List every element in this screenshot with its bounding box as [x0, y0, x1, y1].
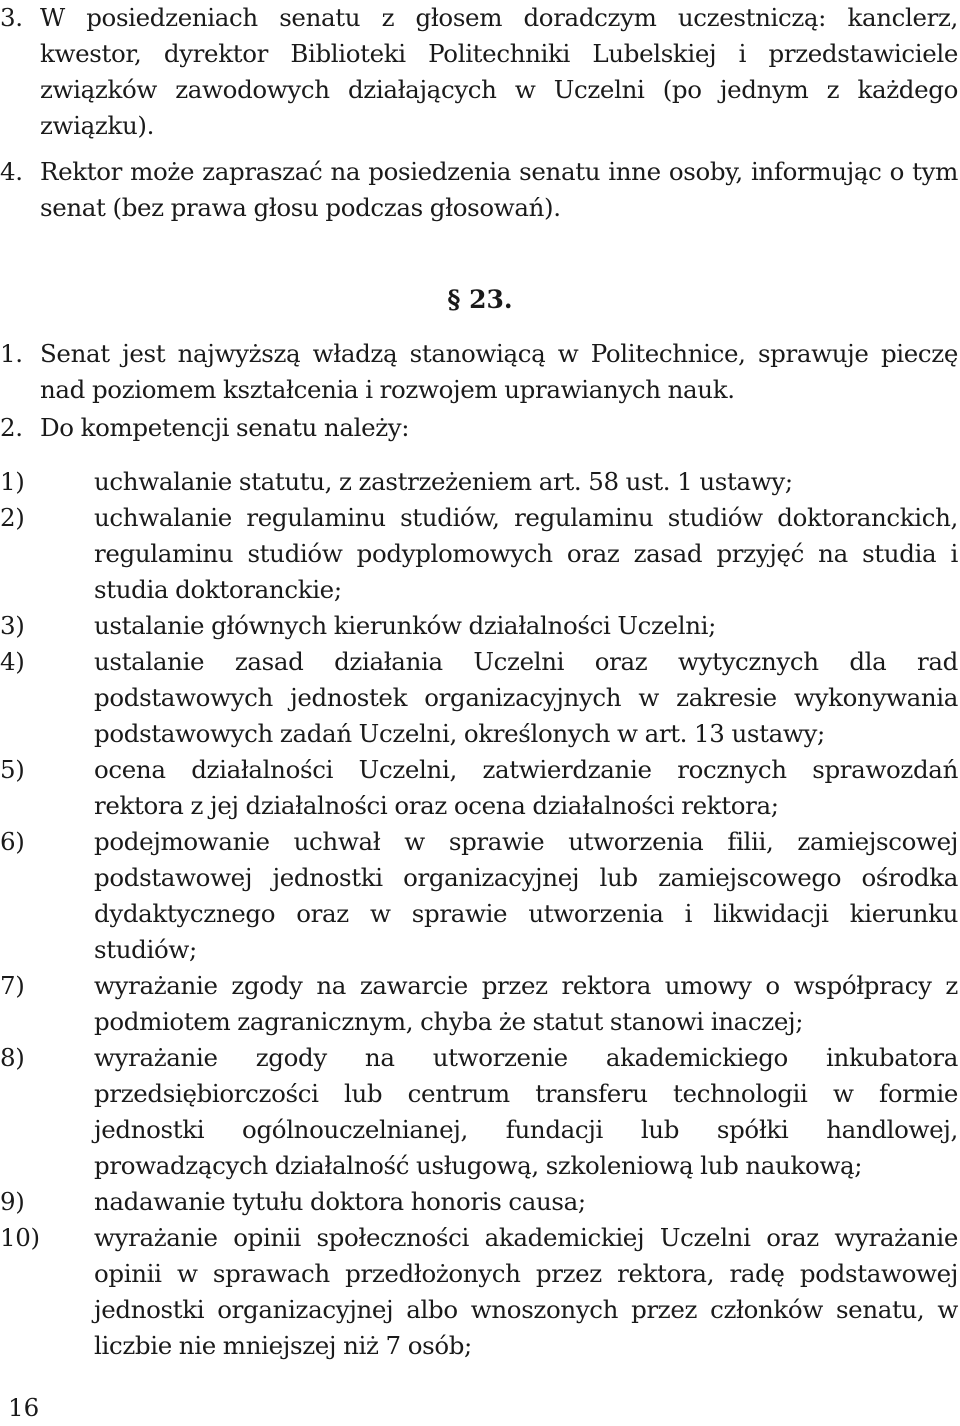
- list-item-number: 4): [0, 647, 25, 676]
- section-heading: [0, 282, 960, 318]
- section-symbol: §: [447, 285, 461, 314]
- list-item-text: wyrażanie opinii społeczności akademickiej Uczelni oraz wyrażanie opinii w sprawach przedłożonych przez rektora, radę podstawowej jednostki organizacyjnej albo wnoszonych przez członków senatu, w liczbie nie mniejszej niż 7 osób;: [94, 1223, 958, 1360]
- list-item: [0, 1040, 958, 1184]
- list-item: [0, 1220, 958, 1364]
- list-item: [0, 752, 958, 824]
- list-item: [0, 968, 958, 1040]
- list-item-number: 3): [0, 611, 25, 640]
- list-item: [0, 644, 958, 752]
- list-item: [0, 1184, 958, 1220]
- list-item: [0, 500, 958, 608]
- page-number: 16: [8, 1393, 40, 1422]
- list-item: [0, 608, 958, 644]
- paragraph-text: W posiedzeniach senatu z głosem doradczym uczestniczą: kanclerz, kwestor, dyrektor Biblioteki Politechniki Lubelskiej i przedstawiciele związków zawodowych działających w Uczelni (po jednym z każdego związku).: [40, 3, 958, 140]
- paragraph-number: 1.: [0, 339, 23, 368]
- list-item-number: 1): [0, 467, 25, 496]
- paragraph-number: 2.: [0, 413, 23, 442]
- list-item-number: 9): [0, 1187, 25, 1216]
- list-item-text: wyrażanie zgody na zawarcie przez rektora umowy o współpracy z podmiotem zagranicznym, chyba że statut stanowi inaczej;: [94, 971, 958, 1036]
- list-item-text: podejmowanie uchwał w sprawie utworzenia filii, zamiejscowej podstawowej jednostki organizacyjnej lub zamiejscowego ośrodka dydaktycznego oraz w sprawie utworzenia i likwidacji kierunku studiów;: [94, 827, 958, 964]
- list-item-text: uchwalanie statutu, z zastrzeżeniem art. 58 ust. 1 ustawy;: [94, 467, 793, 496]
- list-item-number: 10): [0, 1223, 40, 1252]
- paragraph-3: [0, 0, 958, 144]
- section-paragraph-2: [0, 410, 958, 446]
- list-item: [0, 464, 958, 500]
- list-item-number: 6): [0, 827, 25, 856]
- list-item-text: ustalanie głównych kierunków działalności Uczelni;: [94, 611, 717, 640]
- list-item-text: ustalanie zasad działania Uczelni oraz wytycznych dla rad podstawowych jednostek organizacyjnych w zakresie wykonywania podstawowych zadań Uczelni, określonych w art. 13 ustawy;: [94, 647, 958, 748]
- section-paragraph-1: [0, 336, 958, 408]
- list-item-text: uchwalanie regulaminu studiów, regulaminu studiów doktoranckich, regulaminu studiów podyplomowych oraz zasad przyjęć na studia i studia doktoranckie;: [94, 503, 958, 604]
- section-number: 23.: [469, 285, 513, 314]
- list-item-number: 8): [0, 1043, 25, 1072]
- competence-list: [0, 464, 958, 1364]
- list-item-number: 5): [0, 755, 25, 784]
- paragraph-number: 3.: [0, 3, 23, 32]
- paragraph-4: [0, 154, 958, 226]
- paragraph-number: 4.: [0, 157, 23, 186]
- list-item: [0, 824, 958, 968]
- list-item-number: 7): [0, 971, 25, 1000]
- list-item-text: nadawanie tytułu doktora honoris causa;: [94, 1187, 586, 1216]
- paragraph-text: Rektor może zapraszać na posiedzenia senatu inne osoby, informując o tym senat (bez prawa głosu podczas głosowań).: [40, 157, 958, 222]
- list-item-text: ocena działalności Uczelni, zatwierdzanie rocznych sprawozdań rektora z jej działalności oraz ocena działalności rektora;: [94, 755, 958, 820]
- list-item-text: wyrażanie zgody na utworzenie akademickiego inkubatora przedsiębiorczości lub centrum transferu technologii w formie jednostki ogólnouczelnianej, fundacji lub spółki handlowej, prowadzących działalność usługową, szkoleniową lub naukową;: [94, 1043, 958, 1180]
- paragraph-text: Senat jest najwyższą władzą stanowiącą w Politechnice, sprawuje pieczę nad poziomem kształcenia i rozwojem uprawianych nauk.: [40, 339, 958, 404]
- list-item-number: 2): [0, 503, 25, 532]
- paragraph-text: Do kompetencji senatu należy:: [40, 413, 410, 442]
